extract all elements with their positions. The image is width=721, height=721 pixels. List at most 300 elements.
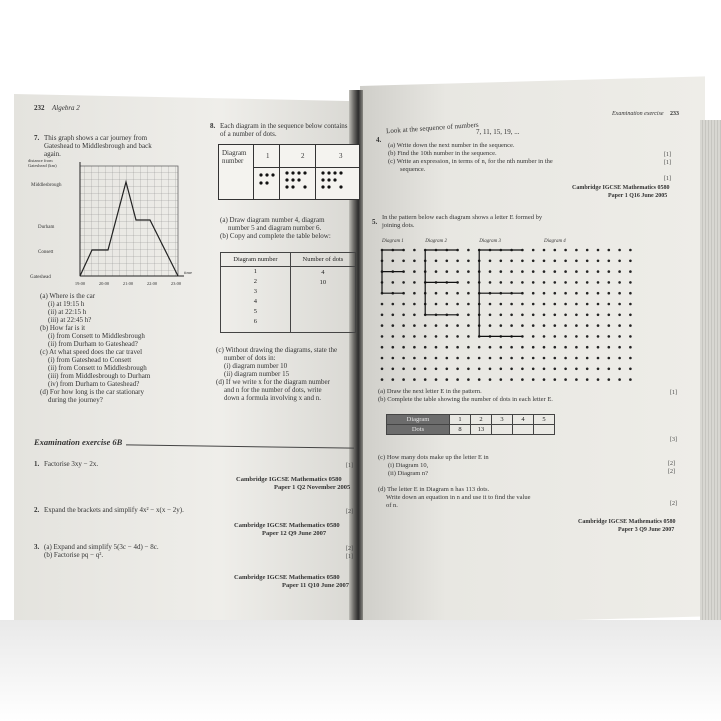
grid-dot: [564, 346, 567, 349]
q4-source: Cambridge IGCSE Mathematics 0580: [572, 185, 670, 191]
grid-dot: [608, 324, 611, 327]
grid-dot: [521, 270, 524, 273]
q8-part: (d) If we write x for the diagram number: [216, 378, 330, 386]
item2-text: Expand the brackets and simplify 4x² − x(x − 2y).: [44, 506, 184, 514]
grid-dot: [618, 368, 621, 371]
y-label-gateshead: Gateshead: [30, 275, 51, 280]
grid-dot: [467, 260, 470, 263]
letter-e-dot-pattern: [376, 234, 638, 382]
grid-dot: [413, 260, 416, 263]
grid-dot: [413, 378, 416, 381]
grid-dot: [521, 260, 524, 263]
exercise-title: Examination exercise 6B: [34, 437, 123, 447]
count-table-cell: 5: [221, 307, 291, 317]
grid-dot: [413, 314, 416, 317]
x-tick: 19:00: [74, 281, 86, 286]
grid-dot: [446, 357, 449, 360]
grid-dot: [467, 378, 470, 381]
grid-dot: [489, 314, 492, 317]
dot-diagrams: [253, 167, 359, 199]
grid-dot: [554, 346, 557, 349]
grid-dot: [554, 314, 557, 317]
grid-dot: [543, 260, 546, 263]
y-axis-title: Gateshead (km): [28, 163, 57, 168]
q7-part: (iv) from Durham to Gateshead?: [48, 380, 140, 388]
right-page-number: 233: [670, 111, 679, 117]
q8-part: and n for the number of dots, write: [224, 386, 322, 394]
q5-mark-b: [3]: [670, 437, 677, 443]
grid-dot: [597, 314, 600, 317]
left-page-number: 232: [34, 104, 45, 112]
diagram-label: Diagram 3: [479, 239, 502, 244]
grid-dot: [413, 303, 416, 306]
dot-grid: [376, 234, 638, 382]
right-running-head: Examination exercise: [612, 111, 664, 117]
diagram-label: Diagram 4: [544, 239, 566, 244]
q4-part: (b) Find the 10th number in the sequence.: [388, 150, 497, 157]
grid-dot: [456, 378, 459, 381]
grid-dot: [413, 281, 416, 284]
grid-dot: [629, 324, 632, 327]
grid-dot: [489, 378, 492, 381]
dot-table-header-cell: [219, 145, 254, 199]
q5-mark-c: [2]: [668, 469, 675, 475]
dot-table-number: 3: [339, 152, 343, 160]
grid-dot: [543, 281, 546, 284]
grid-dot: [402, 335, 405, 338]
grid-dot: [381, 378, 384, 381]
grid-dot: [402, 378, 405, 381]
item1-number: 1.: [34, 460, 40, 468]
x-axis-title: time: [184, 270, 192, 275]
grid-dot: [608, 249, 611, 252]
grid-dot: [564, 314, 567, 317]
grid-dot: [467, 249, 470, 252]
journey-graph: [28, 158, 198, 290]
grid-dot: [618, 357, 621, 360]
grid-dot: [413, 335, 416, 338]
grid-dot: [435, 346, 438, 349]
grid-dot: [575, 378, 578, 381]
grid-dot: [381, 357, 384, 360]
q7-part: (i) at 19:15 h: [48, 300, 85, 308]
x-tick: 20:00: [98, 281, 110, 286]
grid-dot: [489, 303, 492, 306]
grid-dot: [381, 335, 384, 338]
x-tick: 23:00: [170, 281, 182, 286]
grid-dot: [608, 314, 611, 317]
letter-e-table: [386, 414, 555, 435]
grid-dot: [510, 303, 513, 306]
q8-number: 8.: [210, 122, 216, 130]
grid-dot: [629, 314, 632, 317]
grid-dot: [597, 324, 600, 327]
grid-dot: [554, 292, 557, 295]
grid-dot: [586, 303, 589, 306]
grid-dot: [489, 324, 492, 327]
q4-sequence: 7, 11, 15, 19, ...: [476, 128, 520, 136]
q4-mark: [1]: [664, 176, 671, 182]
item3-source: Paper 11 Q10 June 2007: [282, 582, 350, 589]
grid-dot: [435, 335, 438, 338]
grid-dot: [446, 378, 449, 381]
grid-dot: [597, 303, 600, 306]
grid-dot: [564, 357, 567, 360]
e-table-cell: [534, 425, 555, 435]
grid-dot: [467, 357, 470, 360]
grid-dot: [586, 260, 589, 263]
grid-dot: [629, 368, 632, 371]
grid-dot: [575, 303, 578, 306]
item3-source: Cambridge IGCSE Mathematics 0580: [234, 574, 340, 581]
grid-dot: [586, 270, 589, 273]
grid-dot: [456, 368, 459, 371]
grid-dot: [543, 346, 546, 349]
q7-part: (i) from Gateshead to Consett: [48, 356, 132, 364]
left-running-head: Algebra 2: [52, 104, 80, 112]
grid-dot: [435, 270, 438, 273]
grid-dot: [597, 292, 600, 295]
grid-dot: [392, 346, 395, 349]
grid-dot: [500, 303, 503, 306]
q5-part-d: Write down an equation in n and use it to find the value: [386, 494, 531, 501]
grid-dot: [381, 324, 384, 327]
grid-dot: [554, 260, 557, 263]
grid-dot: [435, 368, 438, 371]
grid-dot: [543, 378, 546, 381]
grid-dot: [402, 281, 405, 284]
e-table-cell: 5: [534, 415, 555, 425]
count-table-cell: 2: [221, 277, 291, 287]
e-table-cell: [513, 425, 534, 435]
grid-dot: [392, 368, 395, 371]
grid-dot: [381, 303, 384, 306]
q7-part: (d) For how long is the car stationary: [40, 388, 145, 396]
grid-dot: [413, 270, 416, 273]
item3-text-b: (b) Factorise pq − q².: [44, 551, 104, 559]
count-table-cell: 3: [221, 287, 291, 297]
q8-part: (c) Without drawing the diagrams, state the: [216, 346, 338, 354]
grid-dot: [456, 270, 459, 273]
grid-dot: [618, 249, 621, 252]
grid-dot: [500, 346, 503, 349]
q4-stem: Look at the sequence of numbers: [385, 120, 479, 136]
grid-dot: [456, 357, 459, 360]
q7-stem-line: Gateshead to Middlesbrough and back: [44, 142, 152, 150]
e-table-label: Dots: [387, 425, 450, 435]
grid-dot: [510, 260, 513, 263]
grid-dot: [413, 368, 416, 371]
q8-part: (ii) diagram number 15: [224, 370, 290, 378]
grid-dot: [543, 303, 546, 306]
grid-dot: [413, 346, 416, 349]
grid-dot: [597, 357, 600, 360]
grid-dot: [629, 378, 632, 381]
dots-count-table: [220, 252, 356, 333]
q4-mark: [1]: [664, 152, 671, 158]
q7-stem-line: again.: [44, 150, 61, 158]
table-surface: [0, 620, 721, 721]
dot-table-number: 2: [301, 152, 305, 160]
count-table-cell: 1: [221, 267, 291, 278]
grid-dot: [618, 324, 621, 327]
grid-dot: [629, 303, 632, 306]
item3-mark: [1]: [346, 554, 353, 560]
grid-dot: [608, 346, 611, 349]
page-edges: [700, 120, 721, 620]
q7-part: during the journey?: [48, 396, 103, 404]
grid-dot: [446, 324, 449, 327]
grid-dot: [629, 281, 632, 284]
grid-dot: [629, 335, 632, 338]
grid-dot: [446, 292, 449, 295]
grid-dot: [446, 270, 449, 273]
item2-number: 2.: [34, 506, 40, 514]
grid-dot: [489, 281, 492, 284]
grid-dot: [597, 378, 600, 381]
grid-dot: [543, 270, 546, 273]
grid-dot: [446, 346, 449, 349]
q7-stem-line: This graph shows a car journey from: [44, 134, 148, 142]
e-table-cell: 2: [471, 415, 492, 425]
grid-dot: [575, 260, 578, 263]
grid-dot: [456, 346, 459, 349]
grid-dot: [478, 346, 481, 349]
grid-dot: [435, 357, 438, 360]
q7-part: (b) How far is it: [40, 324, 86, 332]
grid-dot: [489, 260, 492, 263]
grid-dot: [467, 303, 470, 306]
grid-dot: [478, 368, 481, 371]
e-table-cell: 4: [513, 415, 534, 425]
grid-dot: [586, 314, 589, 317]
grid-dot: [575, 270, 578, 273]
grid-dot: [586, 378, 589, 381]
grid-dot: [402, 303, 405, 306]
grid-dot: [532, 335, 535, 338]
grid-dot: [608, 335, 611, 338]
grid-dot: [424, 368, 427, 371]
grid-dot: [618, 335, 621, 338]
grid-dot: [489, 368, 492, 371]
grid-dot: [532, 357, 535, 360]
x-tick: 21:00: [122, 281, 134, 286]
q5-part-d: of n.: [386, 502, 398, 509]
grid-dot: [392, 281, 395, 284]
count-table-cell: [290, 297, 355, 307]
grid-dot: [532, 314, 535, 317]
q7-part: (ii) from Consett to Middlesbrough: [48, 364, 147, 372]
q5-mark-a: [1]: [670, 390, 677, 396]
q5-source: Cambridge IGCSE Mathematics 0580: [578, 519, 676, 525]
grid-dot: [467, 346, 470, 349]
grid-dot: [554, 270, 557, 273]
grid-dot: [521, 314, 524, 317]
grid-dot: [435, 378, 438, 381]
q5-part-c: (ii) Diagram n?: [388, 470, 429, 477]
grid-dot: [489, 270, 492, 273]
grid-dot: [510, 346, 513, 349]
q7-number: 7.: [34, 134, 40, 142]
grid-dot: [586, 324, 589, 327]
item1-text: Factorise 3xy − 2x.: [44, 460, 99, 468]
grid-dot: [597, 249, 600, 252]
grid-dot: [608, 357, 611, 360]
dot-table-number-row: [253, 145, 359, 168]
grid-dot: [618, 292, 621, 295]
grid-dot: [424, 378, 427, 381]
count-table-header: Number of dots: [290, 253, 355, 267]
grid-dot: [521, 346, 524, 349]
grid-dot: [532, 270, 535, 273]
count-table-cell: 6: [221, 317, 291, 333]
item2-mark: [2]: [346, 509, 353, 515]
y-label-durham: Durham: [38, 225, 55, 230]
q8-stem-line: of a number of dots.: [220, 130, 277, 138]
grid-dot: [618, 378, 621, 381]
grid-dot: [424, 335, 427, 338]
grid-dot: [510, 357, 513, 360]
grid-dot: [564, 249, 567, 252]
count-table-cell: [290, 287, 355, 297]
grid-dot: [489, 357, 492, 360]
grid-dot: [618, 281, 621, 284]
grid-dot: [586, 368, 589, 371]
grid-dot: [402, 324, 405, 327]
grid-dot: [392, 324, 395, 327]
grid-dot: [586, 281, 589, 284]
grid-dot: [543, 368, 546, 371]
grid-dot: [597, 270, 600, 273]
grid-dot: [510, 378, 513, 381]
grid-dot: [564, 378, 567, 381]
grid-dot: [456, 292, 459, 295]
grid-dot: [575, 324, 578, 327]
grid-dot: [629, 357, 632, 360]
grid-dot: [402, 346, 405, 349]
grid-dot: [564, 335, 567, 338]
grid-dot: [413, 249, 416, 252]
q8-instruction: number 5 and diagram number 6.: [228, 224, 322, 232]
grid-dot: [554, 378, 557, 381]
grid-dot: [608, 292, 611, 295]
y-label-middlesbrough: Middlesbrough: [31, 183, 62, 188]
grid-dot: [500, 324, 503, 327]
grid-dot: [564, 270, 567, 273]
grid-dot: [575, 292, 578, 295]
q8-part: down a formula involving x and n.: [224, 394, 322, 402]
q5-stem-line: In the pattern below each diagram shows a letter E formed by: [382, 214, 543, 221]
count-table-cell: [290, 317, 355, 333]
q7-part: (iii) at 22:45 h?: [48, 316, 92, 324]
grid-dot: [402, 314, 405, 317]
item3-mark: [2]: [346, 546, 353, 552]
grid-dot: [435, 292, 438, 295]
grid-dot: [532, 346, 535, 349]
e-table-label: Diagram: [387, 415, 450, 425]
grid-dot: [467, 324, 470, 327]
grid-dot: [478, 378, 481, 381]
grid-dot: [402, 260, 405, 263]
dot-table-number: 1: [266, 152, 270, 160]
grid-dot: [532, 281, 535, 284]
grid-dot: [489, 346, 492, 349]
grid-dot: [618, 270, 621, 273]
grid-dot: [402, 357, 405, 360]
grid-dot: [575, 368, 578, 371]
item2-source: Paper 12 Q9 June 2007: [262, 530, 327, 537]
grid-dot: [554, 368, 557, 371]
grid-dot: [554, 324, 557, 327]
q4-source: Paper 1 Q16 June 2005: [608, 193, 668, 199]
grid-dot: [521, 281, 524, 284]
grid-dot: [543, 357, 546, 360]
grid-dot: [500, 281, 503, 284]
grid-dot: [381, 346, 384, 349]
grid-dot: [510, 324, 513, 327]
item3-text: (a) Expand and simplify 5(3c − 4d) − 8c.: [44, 543, 159, 551]
grid-dot: [543, 324, 546, 327]
grid-dot: [597, 260, 600, 263]
grid-dot: [575, 346, 578, 349]
grid-dot: [510, 368, 513, 371]
grid-dot: [629, 249, 632, 252]
dot-diagram-table: [218, 144, 360, 200]
grid-dot: [521, 378, 524, 381]
grid-dot: [521, 368, 524, 371]
q5-part: (a) Draw the next letter E in the pattern.: [378, 388, 482, 395]
grid-dot: [446, 260, 449, 263]
count-table-cell: 10: [290, 277, 355, 287]
grid-dot: [608, 303, 611, 306]
grid-dot: [575, 249, 578, 252]
q8-instruction: (a) Draw diagram number 4, diagram: [220, 216, 325, 224]
q8-instruction: (b) Copy and complete the table below:: [220, 232, 331, 240]
grid-dot: [413, 357, 416, 360]
dot-table-header: Diagram number: [222, 149, 247, 165]
q7-part: (iii) from Middlesbrough to Durham: [48, 372, 151, 380]
grid-dot: [608, 260, 611, 263]
grid-dot: [500, 368, 503, 371]
item1-source: Cambridge IGCSE Mathematics 0580: [236, 476, 342, 483]
grid-dot: [532, 324, 535, 327]
grid-dot: [456, 303, 459, 306]
grid-dot: [392, 378, 395, 381]
item3-number: 3.: [34, 543, 40, 551]
grid-dot: [608, 378, 611, 381]
q5-number: 5.: [372, 218, 378, 226]
grid-dot: [575, 314, 578, 317]
q4-number: 4.: [376, 136, 382, 144]
q4-part: (a) Write down the next number in the sequence.: [388, 142, 515, 149]
grid-dot: [629, 270, 632, 273]
item1-mark: [1]: [346, 463, 353, 469]
grid-dot: [575, 357, 578, 360]
grid-dot: [456, 260, 459, 263]
diagram-label: Diagram 2: [425, 239, 448, 244]
q7-part: (ii) from Durham to Gateshead?: [48, 340, 138, 348]
q7-part: (a) Where is the car: [40, 292, 96, 300]
q7-part: (i) from Consett to Middlesbrough: [48, 332, 145, 340]
grid-dot: [586, 335, 589, 338]
grid-dot: [629, 292, 632, 295]
grid-dot: [500, 357, 503, 360]
grid-dot: [618, 346, 621, 349]
q7-part: (c) At what speed does the car travel: [40, 348, 143, 356]
e-table-cell: [492, 425, 513, 435]
grid-dot: [467, 314, 470, 317]
grid-dot: [521, 324, 524, 327]
